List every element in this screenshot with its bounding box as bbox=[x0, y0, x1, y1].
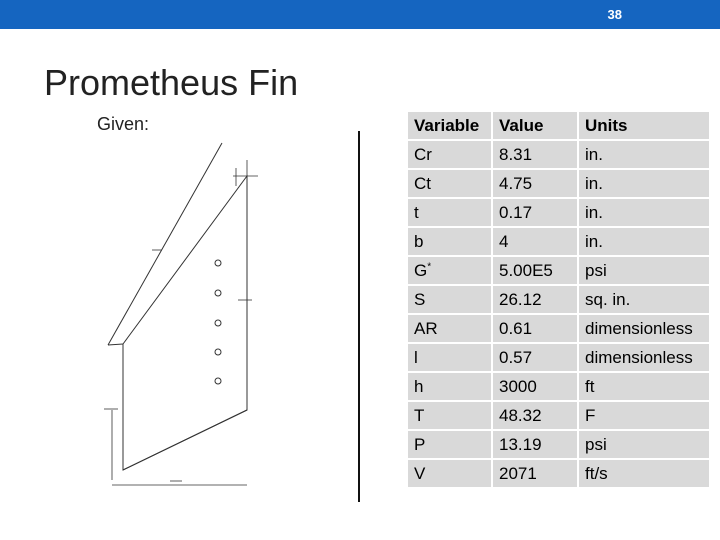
cell-variable bbox=[408, 257, 493, 284]
cell-value: 0.61 bbox=[493, 315, 579, 342]
slide-title: Prometheus Fin bbox=[44, 62, 299, 103]
cell-variable: h bbox=[408, 373, 493, 400]
table-row bbox=[408, 257, 709, 284]
variables-table bbox=[408, 110, 709, 489]
cell-variable: P bbox=[408, 431, 493, 458]
table-row bbox=[408, 402, 709, 429]
table-row bbox=[408, 199, 709, 226]
cell-units: dimensionless bbox=[579, 315, 709, 342]
cell-units: in. bbox=[579, 170, 709, 197]
cell-value: 3000 bbox=[493, 373, 579, 400]
cell-units: in. bbox=[579, 141, 709, 168]
cell-value: 26.12 bbox=[493, 286, 579, 313]
table-row bbox=[408, 228, 709, 255]
dimension-line-bottom bbox=[123, 410, 247, 470]
cell-variable: T bbox=[408, 402, 493, 429]
cell-value: 0.17 bbox=[493, 199, 579, 226]
given-label: Given: bbox=[97, 114, 150, 134]
cell-value: 0.57 bbox=[493, 344, 579, 371]
hole-2 bbox=[215, 290, 221, 296]
cell-units: ft bbox=[579, 373, 709, 400]
table-row bbox=[408, 344, 709, 371]
header-value: Value bbox=[493, 112, 579, 139]
cell-units: in. bbox=[579, 228, 709, 255]
cell-variable: S bbox=[408, 286, 493, 313]
table-row bbox=[408, 286, 709, 313]
cell-variable: t bbox=[408, 199, 493, 226]
cell-units: psi bbox=[579, 257, 709, 284]
cell-value: 5.00E5 bbox=[493, 257, 579, 284]
hole-4 bbox=[215, 349, 221, 355]
cell-value: 48.32 bbox=[493, 402, 579, 429]
table-row bbox=[408, 170, 709, 197]
cell-units: sq. in. bbox=[579, 286, 709, 313]
cell-units: in. bbox=[579, 199, 709, 226]
page-number: 38 bbox=[607, 7, 622, 22]
cell-variable: Ct bbox=[408, 170, 493, 197]
cell-variable: l bbox=[408, 344, 493, 371]
cell-units: dimensionless bbox=[579, 344, 709, 371]
hole-3 bbox=[215, 320, 221, 326]
table-header-row bbox=[408, 112, 709, 139]
cell-value: 13.19 bbox=[493, 431, 579, 458]
cell-variable: AR bbox=[408, 315, 493, 342]
cell-units: F bbox=[579, 402, 709, 429]
cell-value: 4.75 bbox=[493, 170, 579, 197]
hole-5 bbox=[215, 378, 221, 384]
cell-value: 2071 bbox=[493, 460, 579, 487]
header-units: Units bbox=[579, 112, 709, 139]
cell-variable: b bbox=[408, 228, 493, 255]
header-variable: Variable bbox=[408, 112, 493, 139]
cell-value: 8.31 bbox=[493, 141, 579, 168]
cell-variable: V bbox=[408, 460, 493, 487]
cell-units: psi bbox=[579, 431, 709, 458]
table-row bbox=[408, 141, 709, 168]
cell-variable: Cr bbox=[408, 141, 493, 168]
hole-1 bbox=[215, 260, 221, 266]
table-row bbox=[408, 373, 709, 400]
table-row bbox=[408, 431, 709, 458]
fin-outline bbox=[123, 176, 247, 470]
g-star-label: G* bbox=[414, 260, 432, 280]
table-row bbox=[408, 315, 709, 342]
table-row bbox=[408, 460, 709, 487]
cell-value: 4 bbox=[493, 228, 579, 255]
dimension-line-leading-edge bbox=[108, 143, 222, 345]
cell-units: ft/s bbox=[579, 460, 709, 487]
